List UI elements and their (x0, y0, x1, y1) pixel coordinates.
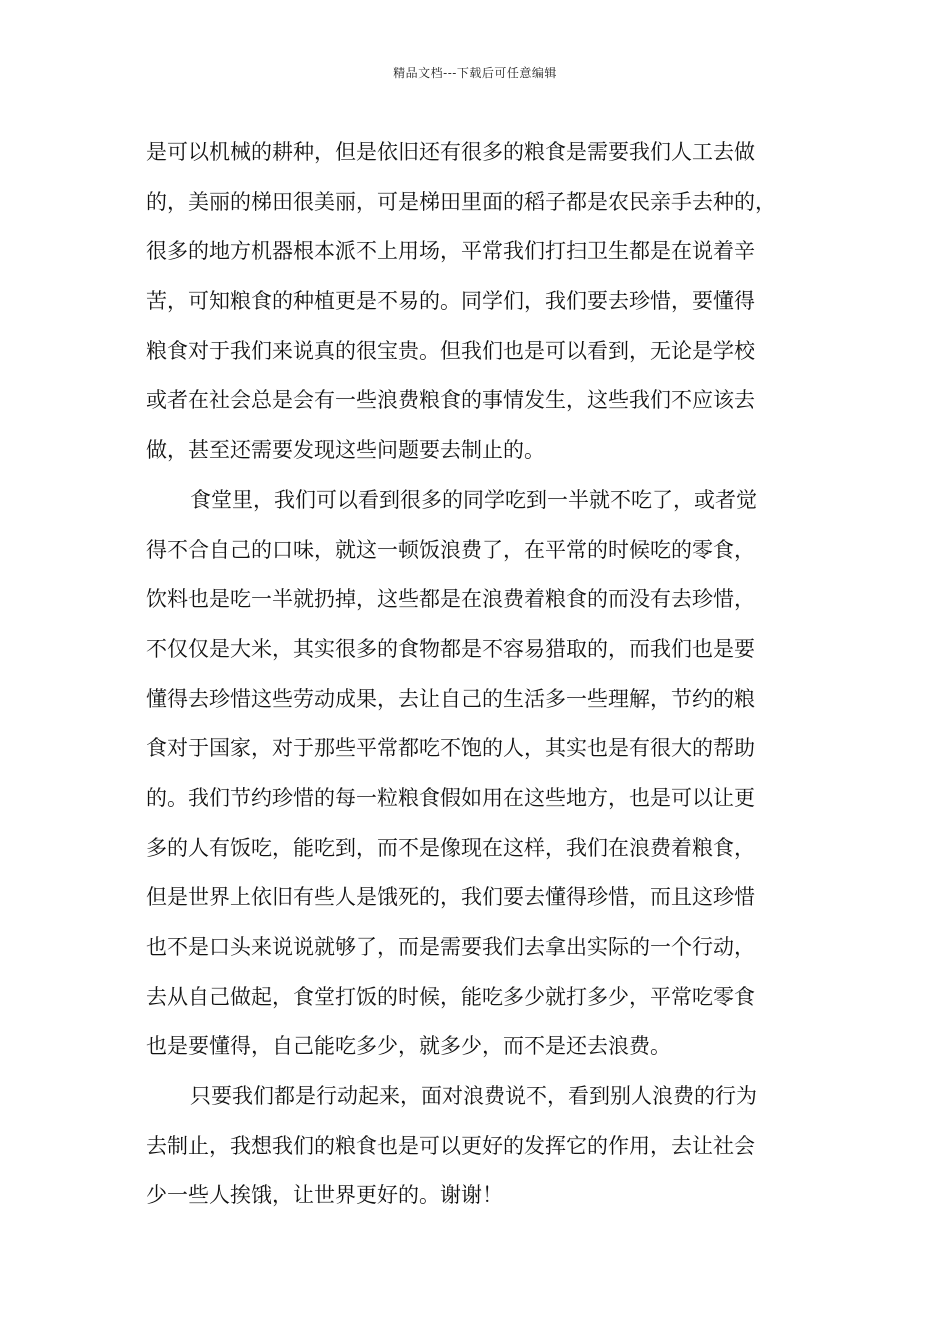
text-line: 做，甚至还需要发现这些问题要去制止的。 (146, 438, 545, 463)
text-line: 是可以机械的耕种，但是依旧还有很多的粮食是需要我们人工去做 (146, 140, 755, 164)
text-line: 苦，可知粮食的种植更是不易的。同学们，我们要去珍惜，要懂得 (146, 289, 755, 314)
text-line: 的，美丽的梯田很美丽，可是梯田里面的稻子都是农民亲手去种的， (146, 189, 776, 214)
text-line: 得不合自己的口味，就这一顿饭浪费了，在平常的时候吃的零食， (146, 537, 755, 562)
text-line: 食对于国家，对于那些平常都吃不饱的人，其实也是有很大的帮助 (146, 736, 755, 761)
text-line: 去从自己做起，食堂打饭的时候，能吃多少就打多少，平常吃零食 (146, 984, 755, 1009)
text-line: 很多的地方机器根本派不上用场，平常我们打扫卫生都是在说着辛 (146, 239, 755, 264)
paragraph-start-line: 食堂里，我们可以看到很多的同学吃到一半就不吃了，或者觉 (190, 487, 757, 512)
text-line: 不仅仅是大米，其实很多的食物都是不容易猎取的，而我们也是要 (146, 636, 755, 661)
text-line: 也是要懂得，自己能吃多少，就多少，而不是还去浪费。 (146, 1034, 671, 1059)
text-line: 饮料也是吃一半就扔掉，这些都是在浪费着粮食的而没有去珍惜， (146, 587, 755, 612)
text-line: 多的人有饭吃，能吃到，而不是像现在这样，我们在浪费着粮食， (146, 835, 755, 860)
text-line: 的。我们节约珍惜的每一粒粮食假如用在这些地方，也是可以让更 (146, 785, 755, 810)
paragraph-start-line: 只要我们都是行动起来，面对浪费说不，看到别人浪费的行为 (190, 1084, 757, 1109)
page-header: 精品文档---下载后可任意编辑 (393, 66, 557, 80)
text-line: 但是世界上依旧有些人是饿死的，我们要去懂得珍惜，而且这珍惜 (146, 885, 755, 910)
document-body (146, 128, 808, 1221)
text-line: 或者在社会总是会有一些浪费粮食的事情发生，这些我们不应该去 (146, 388, 755, 413)
text-line: 也不是口头来说说就够了，而是需要我们去拿出实际的一个行动， (146, 935, 755, 959)
text-line: 懂得去珍惜这些劳动成果，去让自己的生活多一些理解，节约的粮 (146, 686, 755, 711)
text-line: 少一些人挨饿，让世界更好的。谢谢！ (146, 1183, 503, 1208)
text-line: 去制止，我想我们的粮食也是可以更好的发挥它的作用，去让社会 (146, 1133, 755, 1158)
text-line: 粮食对于我们来说真的很宝贵。但我们也是可以看到，无论是学校 (146, 338, 755, 363)
